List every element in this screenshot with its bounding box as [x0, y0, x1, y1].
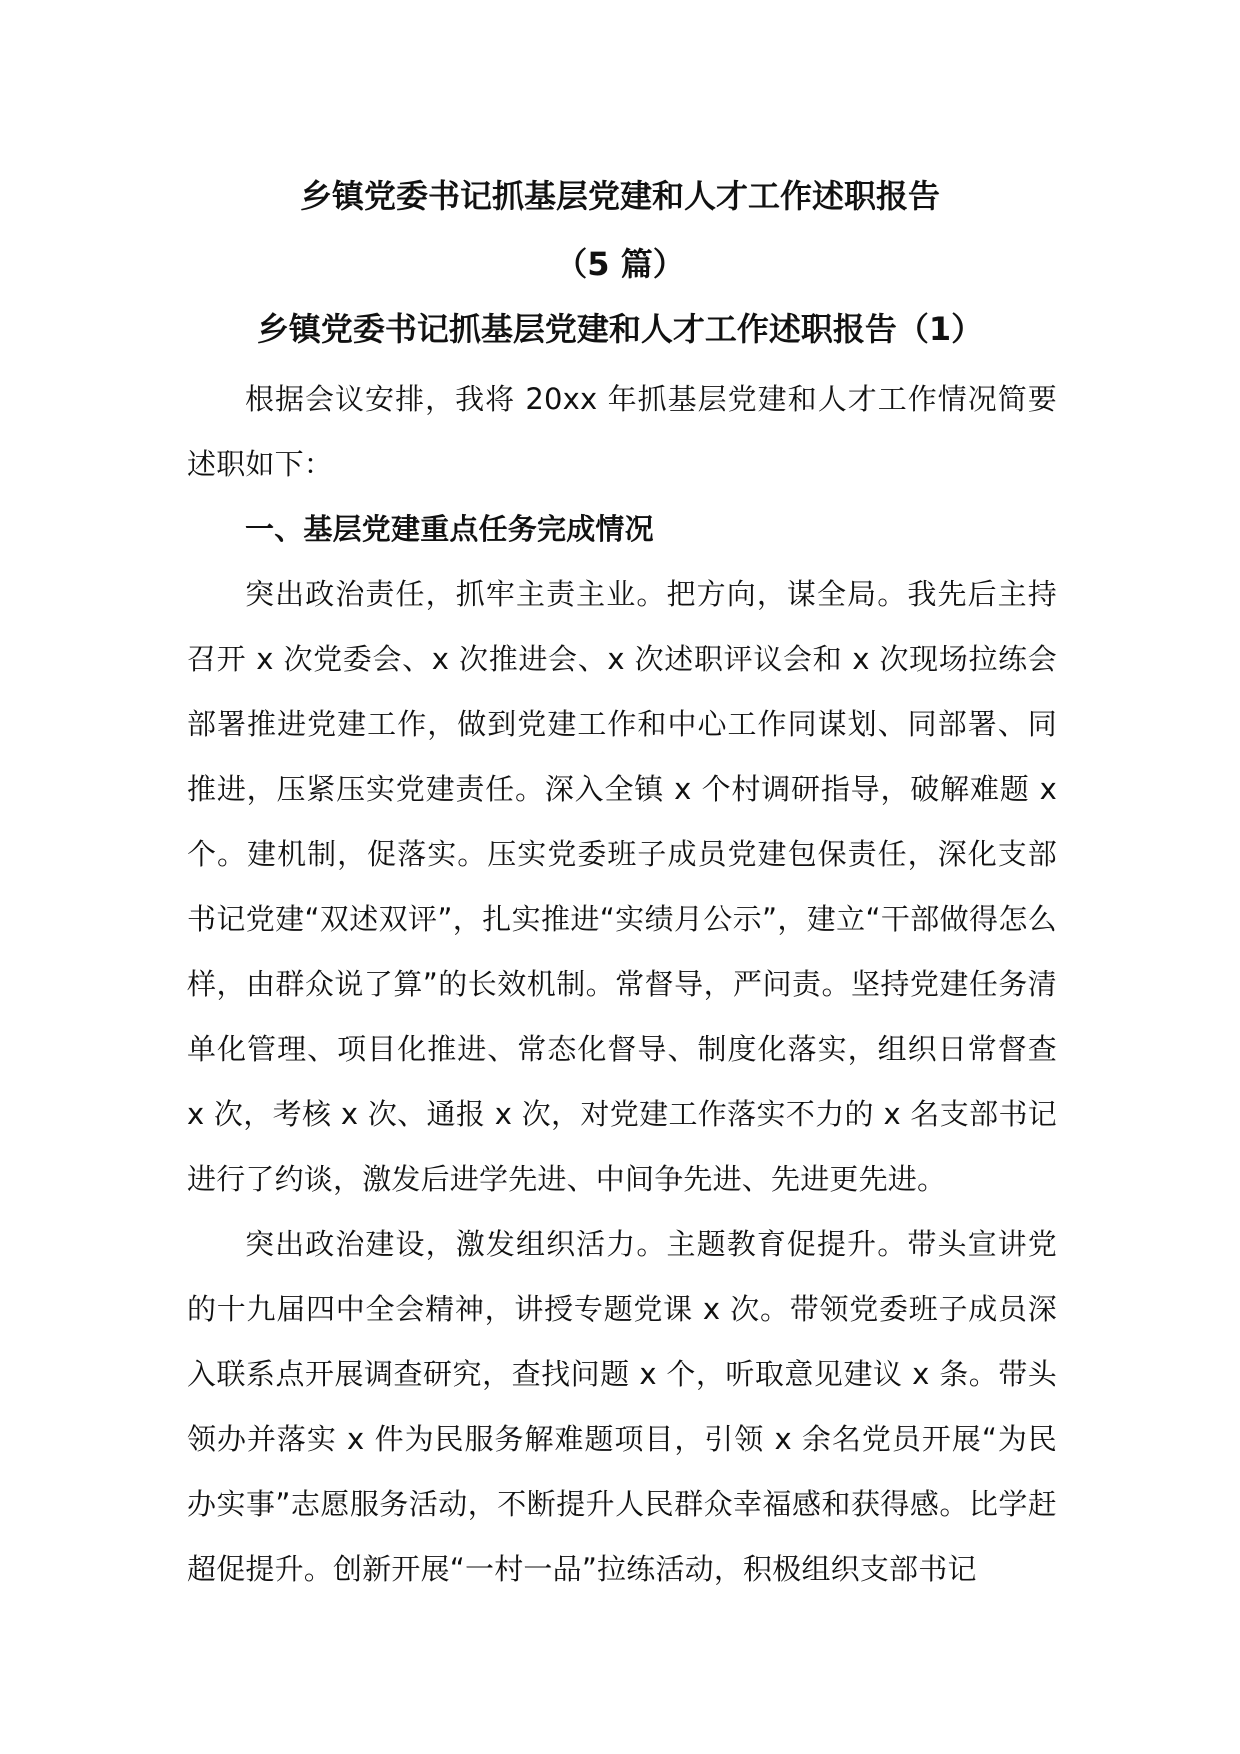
document-subtitle: 乡镇党委书记抓基层党建和人才工作述职报告（1）: [256, 310, 984, 348]
document-title: 乡镇党委书记抓基层党建和人才工作述职报告: [299, 177, 940, 215]
body-paragraph: 突出政治建设，激发组织活力。主题教育促提升。带头宣讲党的十九届四中全会精神，讲授专题党课 x 次。带领党委班子成员深入联系点开展调查研究，查找问题 x 个，听取意见建议 x 条。带头领办并落实 x 件为民服务解难题项目，引领 x 余名党员开展“为民办实事”志愿服务活动，不断提升人民群众幸福感和获得感。比学赶超促提升。创新开展“一村一品”拉练活动，积极组织支部书记: [187, 1227, 1057, 1586]
document-title-count: （5 篇）: [555, 245, 685, 283]
document-body: [187, 367, 1057, 1602]
body-paragraph: 突出政治责任，抓牢主责主业。把方向，谋全局。我先后主持召开 x 次党委会、x 次推进会、x 次述职评议会和 x 次现场拉练会部署推进党建工作，做到党建工作和中心工作同谋划、同部署、同推进，压紧压实党建责任。深入全镇 x 个村调研指导，破解难题 x 个。建机制，促落实。压实党委班子成员党建包保责任，深化支部书记党建“双述双评”，扎实推进“实绩月公示”，建立“干部做得怎么样，由群众说了算”的长效机制。常督导，严问责。坚持党建任务清单化管理、项目化推进、常态化督导、制度化落实，组织日常督查 x 次，考核 x 次、通报 x 次，对党建工作落实不力的 x 名支部书记进行了约谈，激发后进学先进、中间争先进、先进更先进。: [187, 577, 1057, 1196]
intro-paragraph: 根据会议安排，我将 20xx 年抓基层党建和人才工作情况简要述职如下：: [187, 382, 1057, 481]
section-heading: 一、基层党建重点任务完成情况: [245, 512, 654, 546]
